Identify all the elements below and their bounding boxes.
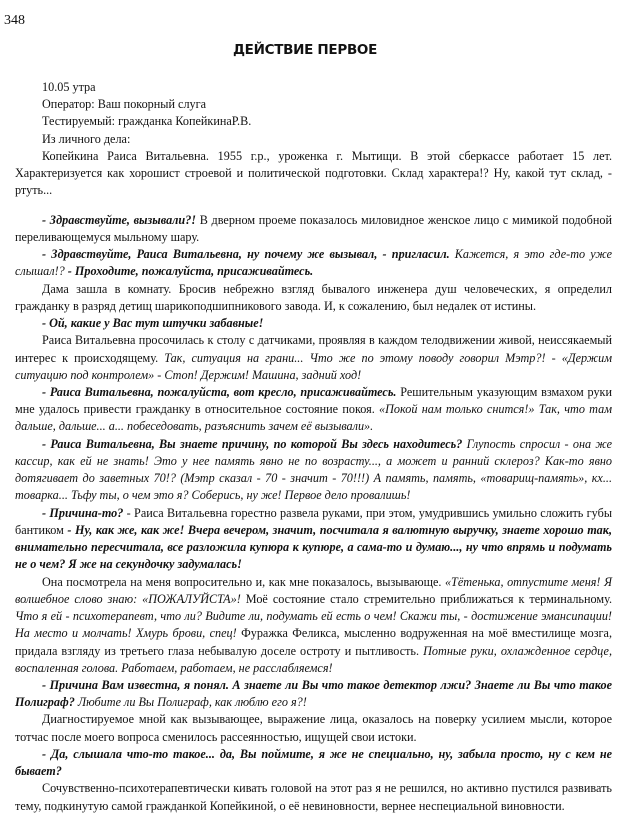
inner-thought: Глупость спросил - она же кассир, как ей не знать! Это у нее память явно не по возрасту..., а может и ранний склероз? Как-то явно дотягивает до заветных 70!? (Мэтр сказал - 70 - значит - 70!!!) А память, память, «товарищ-память», кх... товарка... Тьфу ты, о чем это я? Соберись, ну же! Первое дело провалишь! xyxy=(15,436,612,503)
paragraph: Диагностируемое мной как вызывающее, выражение лица, оказалось на поверку усилием мысли, которое тотчас после моего вопроса сменилось рассеянностью, ищущей свои истоки. xyxy=(15,712,612,744)
inner-thought: «Покой нам только снится!» Так, что там дальше, дальше... а... побеседовать, разъяснить зачем её вызывали». xyxy=(15,402,612,434)
paragraph: Сочувственно-психотерапевтически кивать головой на этот раз я не решился, но активно пустился развивать тему, подкинутую самой гражданкой Копейкиной, о её невиновности, вернее неспециальной виновности. xyxy=(15,781,612,813)
narration: Фуражка Феликса, мысленно водруженная на моё вместилище мозга, придала взгляду из третьего глаза небывалую доселе остроту и пытливость. xyxy=(15,626,612,658)
page-number: 348 xyxy=(4,13,25,28)
dialogue-line: - Ой, какие у Вас тут штучки забавные! xyxy=(42,316,264,331)
narration: - Раиса Витальевна горестно развела руками, при этом, умудрившись умильно сложить губы бантиком xyxy=(15,505,613,537)
narration: В дверном проеме показалось миловидное женское лицо с мимикой подобной переливающемуся мыльному шару. xyxy=(15,212,612,244)
paragraph xyxy=(15,332,612,384)
dialogue-line: - Да, слышала что-то такое... да, Вы поймите, я же не специально, ну, забыла просто, ну с кем не бывает? xyxy=(15,746,612,779)
inner-thought: Кажется, я это где-то уже слышал!? xyxy=(15,247,612,279)
narration: Раиса Витальевна просочилась к столу с датчиками, проявляя в каждом телодвижении живой, неиссякаемый интерес к происходящему. xyxy=(15,333,612,365)
dialogue-bold: - Ну, как же, как же! Вчера вечером, значит, посчитала я валютную выручку, знаете хорошо так, внимательно пересчитала, все разложила купюра к купюре, а сама-то и думаю..., ну что впрямь и подумать не о чем? Я же на секундочку задумалась! xyxy=(15,522,612,572)
paragraph xyxy=(15,436,612,505)
dialogue-bold: - Проходите, пожалуйста, присаживайтесь. xyxy=(64,264,314,279)
inner-thought: Потные руки, охлажденное сердце, воспаленная голова. Работаем, работаем, не расслабляемся! xyxy=(15,643,613,675)
paragraph xyxy=(15,677,612,711)
paragraph xyxy=(15,212,612,246)
paragraph xyxy=(15,574,612,677)
dialogue-bold: - Раиса Витальевна, Вы знаете причину, по которой Вы здесь находитесь? xyxy=(42,436,463,451)
inner-thought: Любите ли Вы Полиграф, как люблю его я?! xyxy=(74,695,307,710)
blank-line xyxy=(15,200,612,212)
narration: Моё состояние стало стремительно приближаться к терминальному. xyxy=(240,591,613,606)
dialogue-bold: - Здравствуйте, вызывали?! xyxy=(42,212,197,227)
paragraph: Копейкина Раиса Витальевна. 1955 г.р., уроженка г. Мытищи. В этой сберкассе работает 15 лет. Характеризуется как хорошист строевой и политической подготовки. Склад характера!? Ну, какой тут склад, - ртуть... xyxy=(15,148,612,198)
header-time: 10.05 утра xyxy=(42,80,96,94)
inner-thought: «Тётенька, отпустите меня! Я волшебное слово знаю: «ПОЖАЛУЙСТА»! xyxy=(15,574,612,606)
page-body xyxy=(15,79,612,815)
chapter-title: ДЕЙСТВИЕ ПЕРВОЕ xyxy=(232,42,378,58)
header-file: Из личного дела: xyxy=(42,131,131,146)
header-subject: Тестируемый: гражданка КопейкинаР.В. xyxy=(42,114,252,129)
dialogue-bold: - Здравствуйте, Раиса Витальевна, ну почему же вызывал, - пригласил. xyxy=(42,247,450,262)
paragraph: Дама зашла в комнату. Бросив небрежно взгляд бывалого инженера душ человеческих, я определил гражданку в разряд детищ шарикоподшипникового завода. И, к сожалению, был недалек от истины. xyxy=(15,281,612,313)
dialogue-bold: - Причина-то? xyxy=(42,505,124,520)
paragraph xyxy=(15,246,612,280)
inner-thought: Что я ей - психотерапевт, что ли? Видите ли, подумать ей есть о чем! Скажи ты, - достижение эмансипации! На место и молчать! Хмурь брови, спец! xyxy=(15,609,612,641)
narration: Решительным указующим взмахом руки мне удалось привести гражданку в относительное состояние покоя. xyxy=(15,384,612,417)
inner-thought: Так, ситуация на грани... Что же по этому поводу говорил Мэтр?! - «Держим ситуацию под контролем» - Стоп! Держим! Машина, задний ход! xyxy=(15,350,612,382)
dialogue-bold: - Причина Вам известна, я понял. А знаете ли Вы что такое детектор лжи? Знаете ли Вы что такое Полиграф? xyxy=(15,677,612,710)
header-operator: Оператор: Ваш покорный слуга xyxy=(42,97,207,112)
dialogue-bold: - Раиса Витальевна, пожалуйста, вот кресло, присаживайтесь. xyxy=(42,384,397,399)
narration: Она посмотрела на меня вопросительно и, как мне показалось, вызывающе. xyxy=(42,574,442,589)
paragraph xyxy=(15,384,612,436)
paragraph xyxy=(15,505,612,574)
